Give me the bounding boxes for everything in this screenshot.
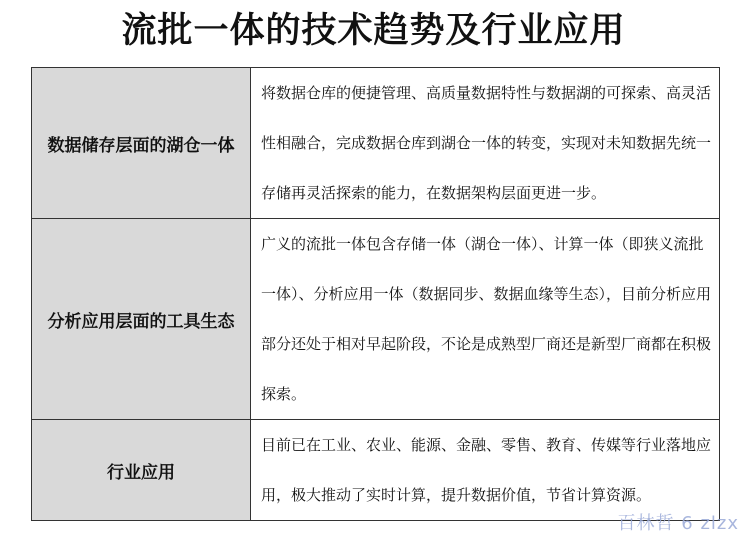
row-label-tool-ecosystem: 分析应用层面的工具生态	[32, 219, 251, 420]
row-description-tool-ecosystem: 广义的流批一体包含存储一体（湖仓一体）、计算一体（即狭义流批一体）、分析应用一体（数据同步、数据血缘等生态），目前分析应用部分还处于相对早起阶段，不论是成熟型厂商还是新型厂商都在积极探索。	[251, 219, 720, 420]
trend-table	[31, 67, 720, 521]
watermark-logo: 百林哲 6 zlzx	[617, 513, 739, 534]
row-description-lakehouse: 将数据仓库的便捷管理、高质量数据特性与数据湖的可探索、高灵活性相融合，完成数据仓库到湖仓一体的转变，实现对未知数据先统一存储再灵活探索的能力，在数据架构层面更进一步。	[251, 68, 720, 219]
row-description-industry-application: 目前已在工业、农业、能源、金融、零售、教育、传媒等行业落地应用，极大推动了实时计算，提升数据价值，节省计算资源。	[251, 420, 720, 521]
table-row	[32, 68, 720, 219]
row-label-lakehouse: 数据储存层面的湖仓一体	[32, 68, 251, 219]
table-row	[32, 219, 720, 420]
row-label-industry-application: 行业应用	[32, 420, 251, 521]
table-row	[32, 420, 720, 521]
page-title: 流批一体的技术趋势及行业应用	[121, 11, 626, 51]
